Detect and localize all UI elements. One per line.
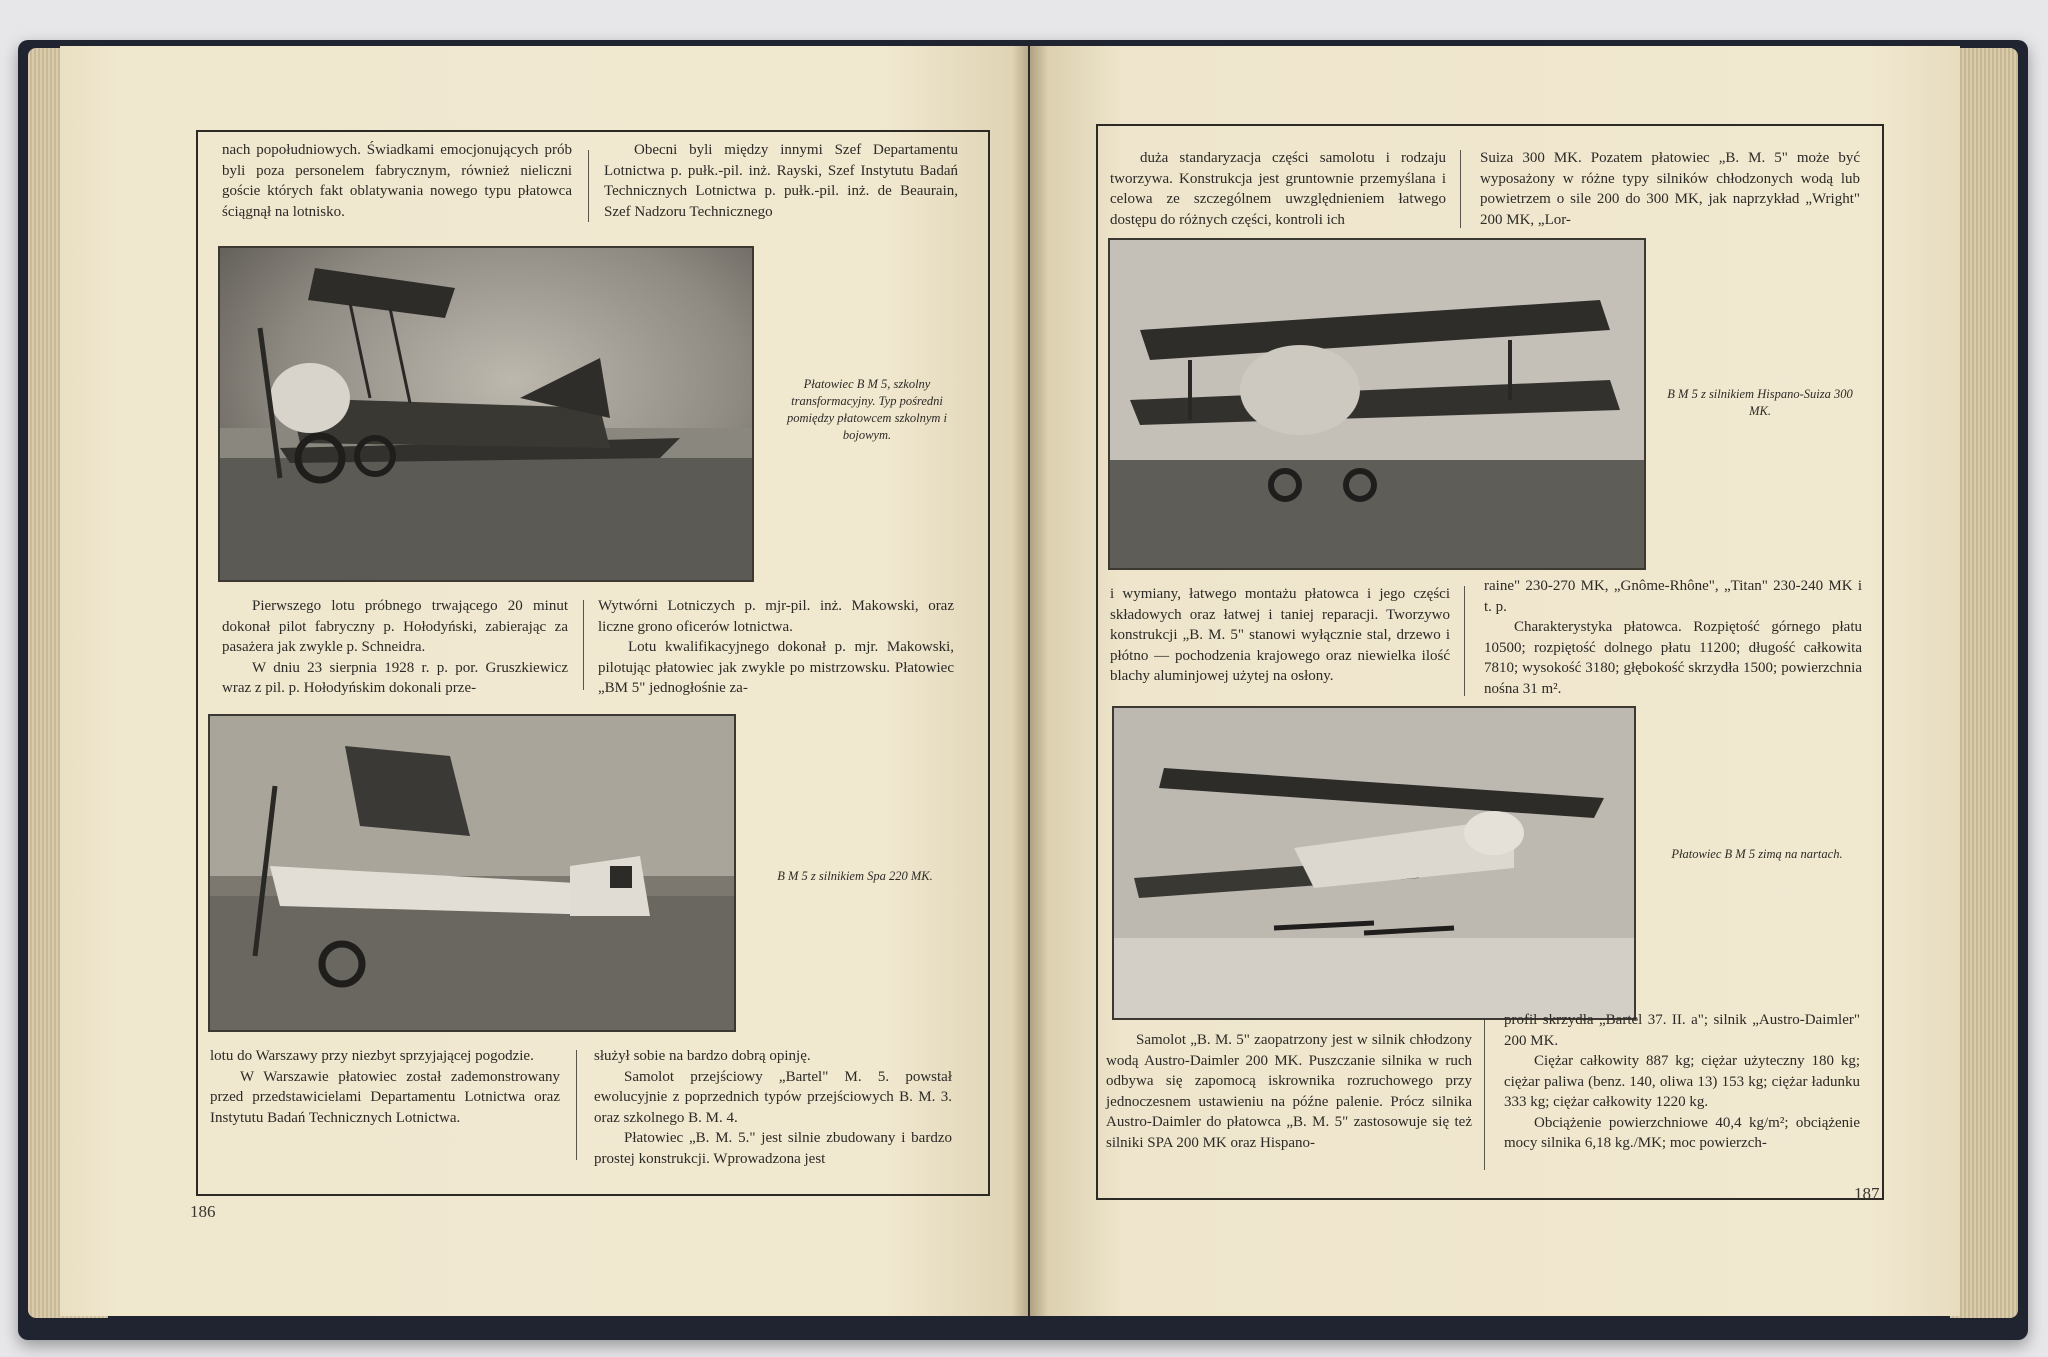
paragraph: duża standaryzacja części samolotu i rodzaju tworzywa. Konstrukcja jest gruntownie przemyślana i celowa ze szczególnem uwzględnieniem łatwego dostępu do różnych części, kontroli ich xyxy=(1110,150,1446,228)
biplane-photo-bm5-spa xyxy=(208,714,736,1032)
paragraph: W dniu 23 sierpnia 1928 r. p. por. Gruszkiewicz wraz z pil. p. Hołodyńskim dokonali prze- xyxy=(222,659,568,696)
paragraph: Płatowiec „B. M. 5." jest silnie zbudowany i bardzo prostej konstrukcji. Wprowadzona jest xyxy=(594,1130,952,1167)
paragraph: służył sobie na bardzo dobrą opinję. xyxy=(594,1048,811,1064)
paragraph: i wymiany, łatwego montażu płatowca i jego części składowych oraz łatwej i taniej reparacji. Tworzywo konstrukcji „B. M. 5" stanowi wyłącznie stal, drzewo i płótno — pochodzenia krajowego oraz niewielka ilość blachy aluminjowej użytej na osłony. xyxy=(1110,586,1450,684)
page-edges-right xyxy=(1950,48,2018,1318)
paragraph: Wytwórni Lotniczych p. mjr-pil. inż. Makowski, oraz liczne grono oficerów lotnictwa. xyxy=(598,598,954,635)
left-bot-col1 xyxy=(210,1046,560,1128)
biplane-photo-bm5-trainer xyxy=(218,246,754,582)
column-divider xyxy=(583,600,584,690)
paragraph: W Warszawie płatowiec został zademonstrowany przed przedstawicielami Departamentu Lotnictwa oraz Instytutu Badań Technicznych Lotnictwa. xyxy=(210,1068,560,1126)
paragraph: Charakterystyka płatowca. Rozpiętość górnego płatu 10500; rozpiętość dolnego płatu 11200; długość całkowita 7810; wysokość 3180; głębokość skrzydła 1500; powierzchnia nośna 31 m². xyxy=(1484,619,1862,697)
paragraph: Samolot „B. M. 5" zaopatrzony jest w silnik chłodzony wodą Austro-Daimler 200 MK. Puszczanie silnika w ruch odbywa się zapomocą iskrownika rozruchowego przy jednoczesnem ustawieniu na późne palenie. Prócz silnika Austro-Daimler do płatowca „B. M. 5" zastosowuje się też silniki SPA 200 MK oraz Hispano- xyxy=(1106,1032,1472,1151)
right-mid-col2 xyxy=(1484,576,1862,699)
paragraph: Ciężar całkowity 887 kg; ciężar użyteczny 180 kg; ciężar paliwa (benz. 140, oliwa 13) 153 kg; ciężar ładunku 333 kg; ciężar całkowity 1220 kg. xyxy=(1504,1053,1860,1110)
photo-caption: Płatowiec B M 5 zimą na nartach. xyxy=(1671,847,1843,861)
paragraph: Pierwszego lotu próbnego trwającego 20 minut dokonał pilot fabryczny p. Hołodyński, zabierając za pasażera jak zwykle p. Schneidra. xyxy=(222,598,568,655)
column-divider xyxy=(1484,1020,1485,1170)
paragraph: profil skrzydła „Bartel 37. II. a"; silnik „Austro-Daimler" 200 MK. xyxy=(1504,1012,1860,1049)
page-number-right: 187 xyxy=(1854,1184,1880,1203)
biplane-photo-bm5-skis xyxy=(1112,706,1636,1020)
page-number-left: 186 xyxy=(190,1202,216,1221)
left-top-col2 xyxy=(604,140,958,222)
photo-caption: B M 5 z silnikiem Spa 220 MK. xyxy=(777,869,933,883)
paragraph: Obecni byli między innymi Szef Departamentu Lotnictwa p. pułk.-pil. inż. Rayski, Szef Instytutu Badań Technicznych Lotnictwa p. pułk.-pil. inż. de Beaurain, Szef Nadzoru Technicznego xyxy=(604,142,958,220)
column-divider xyxy=(1464,586,1465,696)
right-top-col2 xyxy=(1480,148,1860,230)
paragraph: Suiza 300 MK. Pozatem płatowiec „B. M. 5" może być wyposażony w różne typy silników chłodzonych wodą lub powietrzem o sile 200 do 300 MK, jak naprzykład „Wright" 200 MK, „Lor- xyxy=(1480,150,1860,228)
column-divider xyxy=(588,150,589,222)
photo-caption: Płatowiec B M 5, szkolny transformacyjny. Typ pośredni pomiędzy płatowcem szkolnym i bojowym. xyxy=(786,377,948,442)
paragraph: raine" 230-270 MK, „Gnôme-Rhône", „Titan" 230-240 MK i t. p. xyxy=(1484,578,1862,615)
left-mid-col1 xyxy=(222,596,568,699)
left-mid-col2 xyxy=(598,596,954,699)
left-top-col1 xyxy=(222,140,572,222)
column-divider xyxy=(576,1050,577,1160)
paragraph: nach popołudniowych. Świadkami emocjonujących prób byli poza personelem fabrycznym, również nieliczni goście których fakt oblatywania nowego typu płatowca ściągnął na lotnisko. xyxy=(222,142,572,220)
paragraph: Samolot przejściowy „Bartel" M. 5. powstał ewolucyjnie z poprzednich typów przejściowych B. M. 3. oraz szkolnego B. M. 4. xyxy=(594,1068,952,1126)
book-gutter xyxy=(1012,46,1048,1316)
left-bot-col2 xyxy=(594,1046,952,1169)
paragraph: Lotu kwalifikacyjnego dokonał p. mjr. Makowski, pilotując płatowiec jak zwykle po mistrzowsku. Płatowiec „BM 5" jednogłośnie za- xyxy=(598,639,954,696)
right-bot-col2 xyxy=(1504,1010,1860,1154)
right-bot-col1 xyxy=(1106,1030,1472,1153)
column-divider xyxy=(1460,150,1461,228)
photo-caption: B M 5 z silnikiem Hispano-Suiza 300 MK. xyxy=(1667,387,1853,418)
paragraph: Obciążenie powierzchniowe 40,4 kg/m²; obciążenie mocy silnika 6,18 kg./MK; moc powierzch- xyxy=(1504,1114,1860,1151)
biplane-photo-bm5-hispano xyxy=(1108,238,1646,570)
right-mid-col1 xyxy=(1110,584,1450,687)
paragraph: lotu do Warszawy przy niezbyt sprzyjającej pogodzie. xyxy=(210,1048,534,1064)
right-top-col1 xyxy=(1110,148,1446,230)
